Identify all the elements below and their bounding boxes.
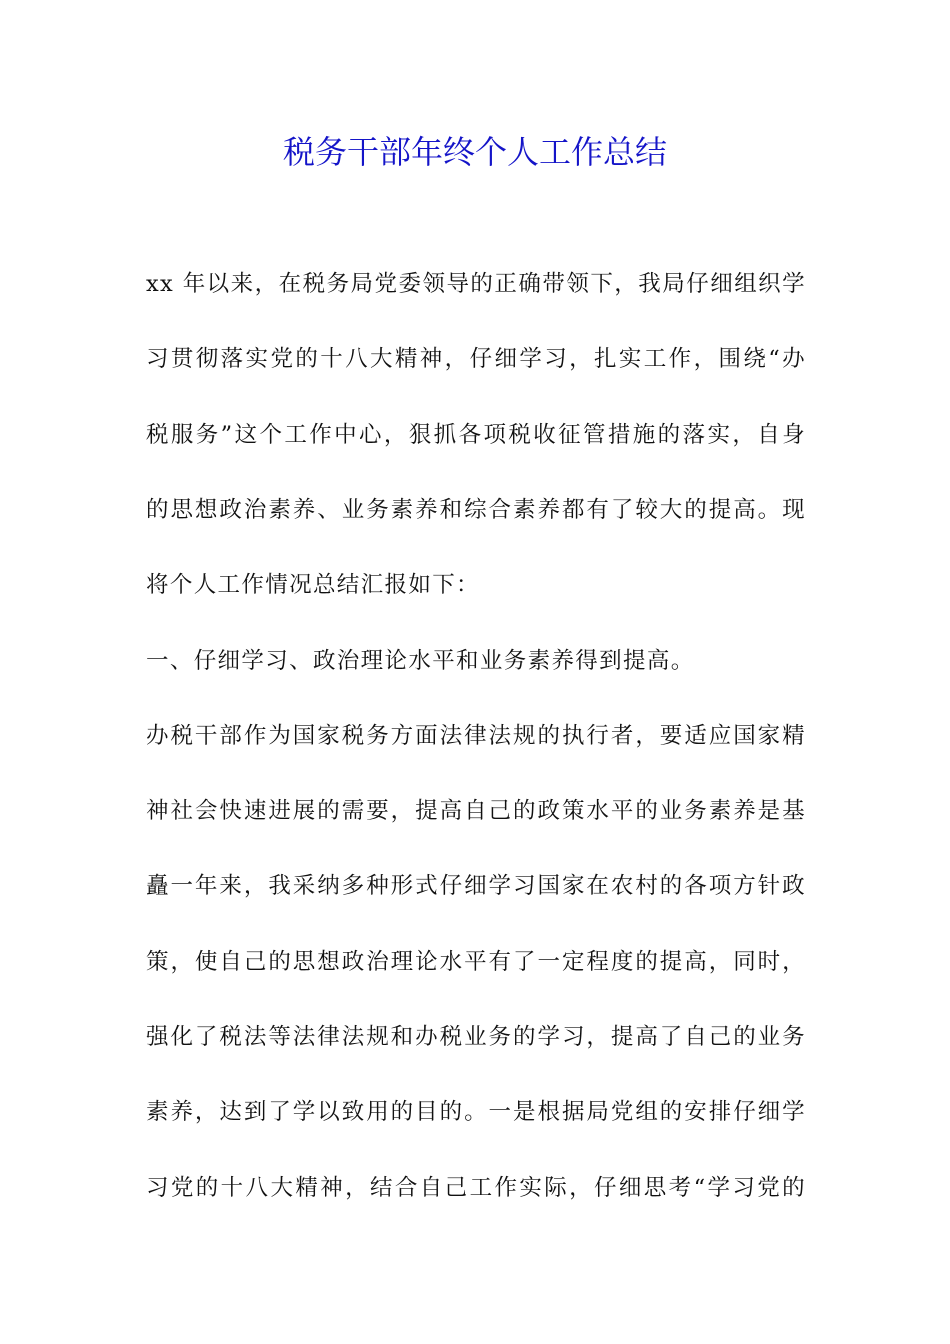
body-line-9: 矗一年来，我采纳多种形式仔细学习国家在农村的各项方针政 [146,873,806,899]
section-heading-1: 一、仔细学习、政治理论水平和业务素养得到提高。 [146,648,695,674]
body-line-13: 习党的十八大精神，结合自己工作实际，仔细思考“学习党的 [146,1175,806,1201]
body-line-7: 办税干部作为国家税务方面法律法规的执行者，要适应国家精 [146,723,806,749]
body-line-4: 的思想政治素养、业务素养和综合素养都有了较大的提高。现 [146,497,806,523]
body-line-3: 税服务”这个工作中心，狠抓各项税收征管措施的落实，自身 [146,422,806,448]
body-line-11: 强化了税法等法律法规和办税业务的学习，提高了自己的业务 [146,1024,806,1050]
body-line-5: 将个人工作情况总结汇报如下： [146,572,480,598]
body-line-8: 神社会快速进展的需要，提高自己的政策水平的业务素养是基 [146,798,806,824]
body-line-2: 习贯彻落实党的十八大精神，仔细学习，扎实工作，围绕“办 [146,346,806,372]
body-line-10: 策，使自己的思想政治理论水平有了一定程度的提高，同时， [146,949,806,975]
body-line-1: xx 年以来，在税务局党委领导的正确带领下，我局仔细组织学 [146,271,806,297]
document-title: 税务干部年终个人工作总结 [282,133,667,171]
body-line-12: 素养，达到了学以致用的目的。一是根据局党组的安排仔细学 [146,1099,806,1125]
